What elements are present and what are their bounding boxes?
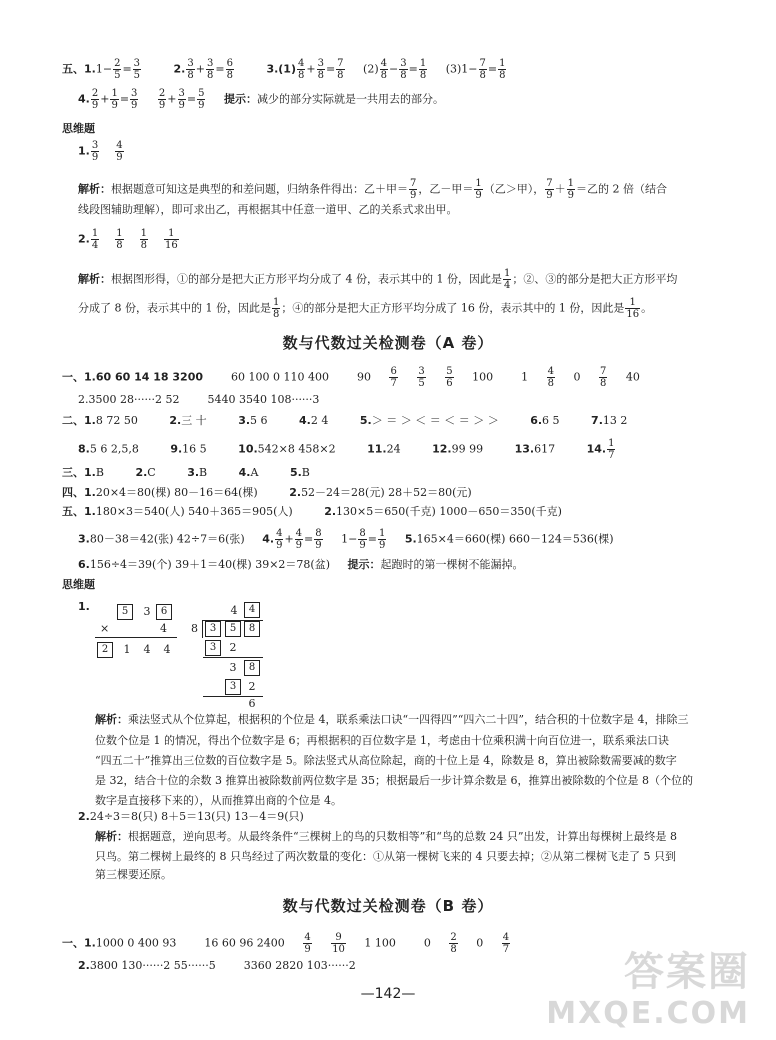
digit-box: 3 [225, 679, 241, 695]
think-q1-analysis: 解析：根据题意可知这是典型的和差问题，归纳条件得出：乙＋甲＝ $\frac{7}{9}$ ，乙－甲＝ $\frac{1}{9}$ （乙＞甲）， $\frac{7}{9}$ ＋ $\frac{1}{9}$ ＝乙的 2 倍（结合 [78, 178, 667, 201]
think-title-2: 思维题 [62, 578, 95, 591]
think2-q1-analysis-3: “四五二十”推算出三位数的百位数字是 5。除法竖式从高位除起，商的十位上是 4，除数是 8，算出被除数需要减的数字 [95, 754, 677, 767]
digit: 4 [163, 643, 171, 656]
digit-box: 5 [225, 621, 241, 637]
a-row-1: 一、1.60 60 14 18 3200 60 100 0 110 400 90 $\frac{6}{7}$ $\frac{3}{5}$ $\frac{5}{6}$ 100 1 $\frac{4}{8}$ 0 $\frac{7}{8}$ 40 [62, 366, 640, 389]
think-q1-answer: 1. $\frac{3}{9}$ $\frac{4}{9}$ [78, 140, 123, 163]
fraction: $\frac{1}{8}$ [499, 58, 506, 81]
section-heading-a: 数与代数过关检测卷（A 卷） [282, 334, 494, 352]
answer-row-5-1: 五、1.1− $\frac{2}{5}$ = $\frac{3}{5}$ 2. $\frac{3}{8}$ + $\frac{3}{8}$ = $\frac{6}{8}$ 3.(1) $\frac{4}{8}$ + $\frac{3}{8}$ = $\frac{7}{8}$ (2) $\frac{4}{8}$ − $\frac{3}{8}$ = $\frac{1}{8}$ (3)1− $\frac{7}{8}$ = $\frac{1}{8}$ [62, 58, 506, 81]
section-heading-b: 数与代数过关检测卷（B 卷） [282, 897, 494, 915]
think-q2-answer: 2. $\frac{1}{4}$ $\frac{1}{8}$ $\frac{1}{8}$ $\frac{1}{16}$ [78, 228, 178, 251]
digit-box: 6 [156, 604, 172, 620]
a-row-2: 2.3500 28······2 52 5440 3540 108······3 [78, 393, 320, 406]
watermark-url: MXQE.COM [546, 996, 750, 1031]
digit: 4 [230, 604, 238, 617]
digit-box: 5 [117, 604, 133, 620]
digit-box: 8 [244, 621, 260, 637]
think2-q1-analysis-1: 解析：乘法竖式从个位算起，根据积的个位是 4，联系乘法口诀“一四得四”“四六二十四”，结合积的十位数字是 4，排除三 [95, 713, 689, 726]
fraction: $\frac{3}{8}$ [400, 58, 407, 81]
fraction: $\frac{4}{8}$ [380, 58, 388, 81]
think2-q1-label: 1. [78, 600, 90, 613]
think-q1-analysis-cont: 线段图辅助理解），即可求出乙，再根据其中任意一道甲、乙的关系式求出甲。 [78, 203, 458, 216]
fraction: $\frac{3}{5}$ [133, 58, 141, 81]
digit: 2 [229, 641, 237, 654]
think-title: 思维题 [62, 122, 95, 135]
think2-q2-analysis-2: 只鸟。第二棵树上最终的 8 只鸟经过了两次数量的变化：①从第一棵树飞来的 4 只要去掉；②从第二棵树飞走了 5 只到 [95, 850, 676, 863]
think-q2-analysis: 解析：根据图形得，①的部分是把大正方形平均分成了 4 份，表示其中的 1 份，因此是 $\frac{1}{4}$ ；②、③的部分是把大正方形平均 [78, 268, 678, 291]
answer-row-5-4: 4. $\frac{2}{9}$ + $\frac{1}{9}$ = $\frac{3}{9}$ $\frac{2}{9}$ + $\frac{3}{9}$ = $\frac{5}{9}$ 提示：减少的部分实际就是一共用去的部分。 [78, 88, 444, 111]
division-bracket [202, 620, 203, 638]
b-row-1: 一、1.1000 0 400 93 16 60 96 2400 $\frac{4}{9}$ $\frac{9}{10}$ 1 100 0 $\frac{2}{8}$ 0 $\frac{4}{7}$ [62, 932, 510, 955]
digit: 3 [229, 661, 237, 674]
fraction: $\frac{6}{8}$ [226, 58, 233, 81]
think2-q2-analysis-1: 解析：根据题意，逆向思考。从最终条件“三棵树上的鸟的只数相等”和“鸟的总数 24 只”出发，计算出每棵树上最终是 8 [95, 830, 677, 843]
watermark-logo: 答案圈 [624, 949, 750, 995]
digit-box: 3 [205, 621, 221, 637]
remainder: 6 [248, 697, 256, 710]
b-row-2: 2.3800 130······2 55······5 3360 2820 103······2 [78, 959, 356, 972]
fraction: $\frac{3}{8}$ [206, 58, 214, 81]
think2-q1-analysis-2: 位数个位是 1 的情况，得出个位数字是 6；再根据积的百位数字是 1，考虑由十位乘积满十向百位进一，联系乘法口诀 [95, 734, 669, 747]
rule-line [203, 657, 263, 658]
digit-box: 2 [97, 642, 113, 658]
a-row-9: 6.156÷4＝39(个) 39＋1＝40(棵) 39×2＝78(盆) 提示：起跑时的第一棵树不能漏掉。 [78, 558, 524, 571]
fraction: $\frac{7}{8}$ [479, 58, 486, 81]
fraction: $\frac{2}{5}$ [114, 58, 121, 81]
digit: 3 [143, 605, 151, 618]
page-number: —142— [360, 986, 416, 1002]
fraction: $\frac{7}{8}$ [337, 58, 344, 81]
fraction: $\frac{4}{8}$ [297, 58, 305, 81]
think-q2-analysis-cont: 分成了 8 份，表示其中的 1 份，因此是 $\frac{1}{8}$ ；④的部分是把大正方形平均分成了 16 份，表示其中的 1 份，因此是 $\frac{1}{16}$ 。 [78, 297, 653, 320]
fraction: $\frac{1}{8}$ [419, 58, 427, 81]
think2-q1-analysis-5: 数字是直接移下来的），从而推算出商的个位是 4。 [95, 794, 342, 807]
multiplier: 4 [160, 622, 167, 635]
a-row-8: 3.80－38＝42(张) 42÷7＝6(张) 4. $\frac{4}{9}$ + $\frac{4}{9}$ = $\frac{8}{9}$ 1− $\frac{8}{9}$ = $\frac{1}{9}$ 5.165×4＝660(棵) 660－124＝536(棵) [78, 528, 614, 551]
fraction: $\frac{3}{8}$ [317, 58, 324, 81]
a-row-6: 四、1.20×4＝80(棵) 80－16＝64(棵) 2.52－24＝28(元) 28＋52＝80(元) [62, 486, 472, 499]
section-label: 五、1. [62, 62, 96, 76]
times-sign: × [100, 622, 110, 635]
digit-box: 8 [244, 660, 260, 676]
digit-box: 3 [205, 640, 221, 656]
a-row-5: 三、1.B 2.C 3.B 4.A 5.B [62, 466, 310, 479]
a-row-7: 五、1.180×3＝540(人) 540＋365＝905(人) 2.130×5＝650(千克) 1000－650＝350(千克) [62, 505, 562, 518]
a-row-3: 二、1.8 72 50 2.三 十 3.5 6 4.2 4 5.＞ ＝ ＞ ＜ ＝ ＜ ＝ ＞ ＞ 6.6 5 7.13 2 [62, 414, 628, 427]
a-row-4: 8.5 6 2,5,8 9.16 5 10.542×8 458×2 11.24 12.99 99 13.617 14. $\frac{1}{7}$ [78, 438, 615, 461]
think2-q2-answer: 2.24÷3＝8(只) 8＋5＝13(只) 13－4＝9(只) [78, 810, 304, 823]
think2-q1-analysis-4: 是 32，结合十位的余数 3 推算出被除数前两位数字是 35；根据最后一步计算余数是 6，推算出被除数的个位是 8（个位的 [95, 774, 693, 787]
divisor: 8 [191, 622, 198, 635]
digit: 4 [143, 643, 151, 656]
digit-box: 4 [244, 602, 260, 618]
think2-q2-analysis-3: 第三棵要还原。 [95, 868, 172, 881]
digit: 1 [123, 643, 131, 656]
fraction: $\frac{3}{8}$ [187, 58, 194, 81]
digit: 2 [248, 680, 256, 693]
rule-line [95, 637, 177, 638]
